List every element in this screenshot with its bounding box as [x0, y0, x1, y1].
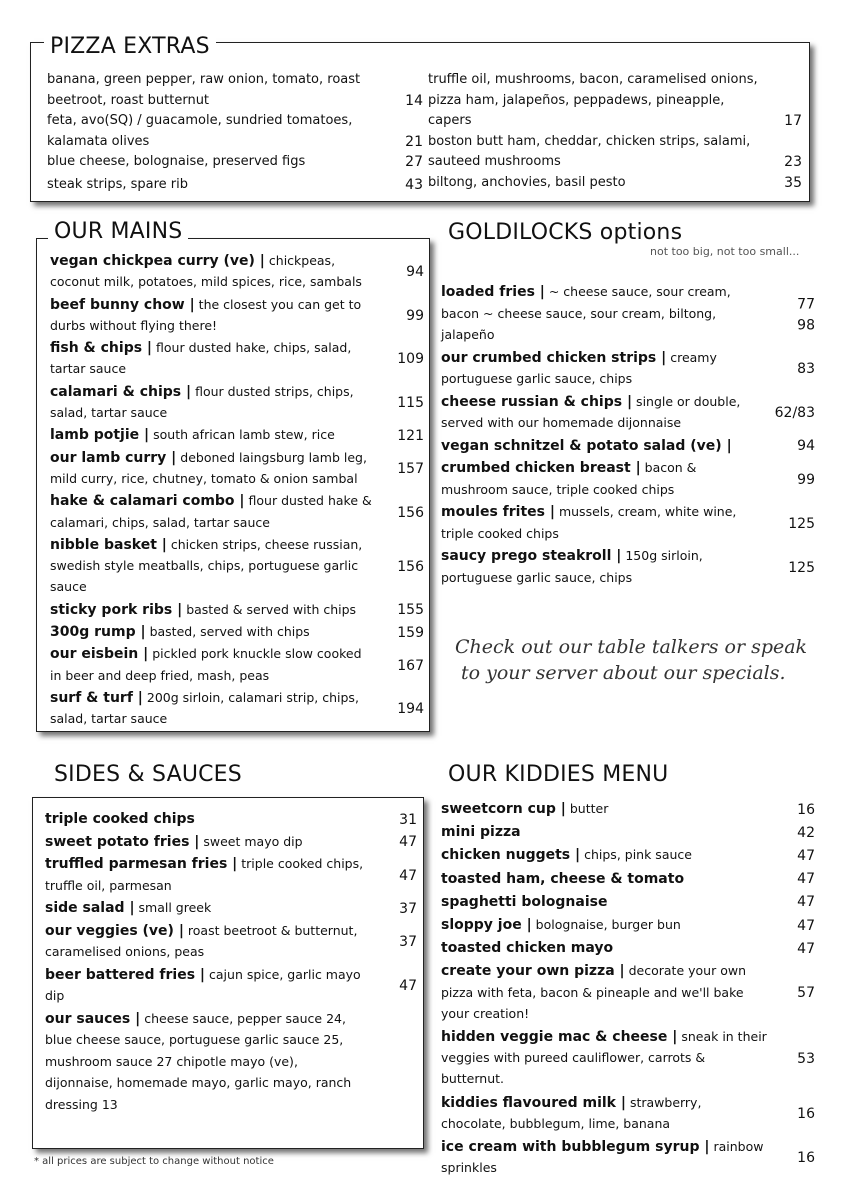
goldilocks-list: [441, 281, 815, 589]
menu-item: [441, 960, 815, 1024]
menu-item-desc: the closest you can get to durbs without flying there!: [50, 296, 362, 333]
menu-item: [50, 337, 424, 380]
specials-note: [455, 634, 807, 686]
menu-item-desc: flour dusted hake & calamari, chips, salad, tartar sauce: [50, 493, 372, 530]
menu-item-text: [441, 391, 765, 434]
menu-item-name: calamari & chips |: [50, 383, 192, 400]
menu-item: [441, 937, 815, 958]
menu-item-name: our eisbein |: [50, 646, 149, 663]
menu-item-name: sweetcorn cup |: [441, 801, 566, 817]
menu-item-desc: south african lamb stew, rice: [149, 427, 335, 443]
menu-item-price: 16: [797, 1105, 815, 1122]
extras-row: [428, 132, 802, 173]
menu-item: [45, 897, 417, 919]
menu-item-desc: chips, pink sauce: [580, 847, 692, 863]
menu-item-desc: chicken strips, cheese russian, swedish style meatballs, chips, portuguese garlic sauce: [50, 536, 363, 595]
menu-item: [441, 798, 815, 819]
extras-price: 17: [784, 113, 802, 129]
menu-item-price: 109: [397, 351, 424, 368]
sides-title: SIDES & SAUCES: [48, 762, 248, 788]
menu-item-price: 31: [399, 811, 417, 828]
menu-item-price: 194: [397, 701, 424, 718]
menu-item: [50, 381, 424, 424]
menu-item-name: create your own pizza |: [441, 963, 625, 980]
menu-item-name: 300g rump |: [50, 624, 146, 641]
menu-item: [45, 808, 417, 830]
menu-item: [50, 534, 424, 598]
kiddies-title: OUR KIDDIES MENU: [442, 762, 674, 788]
extras-row: [47, 175, 423, 196]
extras-text: boston butt ham, cheddar, chicken strips, salami,: [428, 133, 751, 149]
menu-item-name: vegan schnitzel & potato salad (ve) |: [441, 437, 732, 454]
menu-item-price: 62/83: [774, 404, 815, 421]
menu-item-text: [441, 891, 769, 912]
menu-item-text: [50, 621, 374, 642]
menu-item-text: [50, 534, 374, 598]
menu-item-price: 167: [397, 657, 424, 674]
menu-item-text: [441, 844, 769, 865]
menu-item-name: chicken nuggets |: [441, 847, 581, 864]
menu-item: [50, 490, 424, 533]
menu-item: [441, 501, 815, 544]
menu-item-name: side salad |: [45, 900, 135, 916]
menu-item-text: [441, 798, 769, 819]
menu-item-price: 157: [397, 460, 424, 477]
extras-price: 14: [405, 92, 423, 109]
extras-row: [428, 173, 802, 194]
menu-item-name: lamb potjie |: [50, 427, 150, 444]
pizza-extras-title: PIZZA EXTRAS: [44, 34, 216, 60]
menu-item-name: triple cooked chips: [45, 811, 195, 827]
menu-item-text: [45, 920, 369, 963]
menu-item-price: 47: [797, 847, 815, 864]
extras-row: [47, 111, 423, 152]
menu-item-price: 115: [397, 394, 424, 411]
menu-item-price: 37: [399, 933, 417, 950]
menu-item-name: toasted chicken mayo: [441, 940, 614, 957]
menu-item: [50, 687, 424, 730]
menu-item-text: [50, 294, 374, 337]
menu-item: [50, 250, 424, 293]
menu-item: [441, 821, 815, 842]
menu-item-price: 159: [397, 624, 424, 641]
menu-item-desc: strawberry, chocolate, bubblegum, lime, banana: [441, 1094, 702, 1131]
menu-item: [441, 844, 815, 865]
menu-item-name: nibble basket |: [50, 536, 167, 553]
menu-item-price: 47: [399, 834, 417, 851]
menu-item-name: our sauces |: [45, 1010, 141, 1027]
menu-item-name: cheese russian & chips |: [441, 393, 633, 410]
menu-item-desc: decorate your own pizza with feta, bacon & pineaple and we'll bake your creation!: [441, 963, 746, 1021]
extras-price: 23: [784, 154, 802, 170]
menu-item-price: 16: [797, 1150, 815, 1167]
menu-item-name: beef bunny chow |: [50, 296, 195, 313]
menu-item-name: mini pizza: [441, 824, 521, 841]
extras-row: [428, 70, 802, 132]
menu-item: [50, 643, 424, 686]
menu-item-price: 94: [797, 438, 815, 455]
menu-item-text: [50, 424, 374, 445]
menu-item-price: 47: [797, 940, 815, 957]
price-disclaimer: * all prices are subject to change without notice: [34, 1156, 274, 1167]
extras-text: blue cheese, bolognaise, preserved figs: [47, 154, 306, 169]
menu-item-text: [441, 1136, 769, 1178]
menu-item-desc: sneak in their veggies with pureed cauliflower, carrots & butternut.: [441, 1029, 767, 1087]
menu-item-price: 42: [797, 824, 815, 841]
kiddies-list: [441, 798, 815, 1180]
menu-item-desc: ~ cheese sauce, sour cream, bacon ~ cheese sauce, sour cream, biltong, jalapeño: [441, 284, 731, 342]
menu-item: [441, 545, 815, 588]
menu-item-name: surf & turf |: [50, 689, 143, 706]
menu-item-name: ice cream with bubblegum syrup |: [441, 1139, 710, 1156]
menu-item: [50, 447, 424, 490]
menu-item-name: moules frites |: [441, 504, 555, 520]
menu-item: [45, 831, 417, 853]
menu-item: [441, 281, 815, 346]
menu-item-price: 47: [399, 867, 417, 884]
menu-item-desc: triple cooked chips, truffle oil, parmesan: [45, 856, 364, 893]
menu-item-name: loaded fries |: [441, 284, 545, 300]
menu-item-desc: chickpeas, coconut milk, potatoes, mild spices, rice, sambals: [50, 253, 362, 290]
menu-item-text: [45, 897, 369, 919]
menu-item: [441, 891, 815, 912]
menu-item-text: [45, 831, 369, 853]
menu-item-text: [50, 337, 374, 380]
extras-row: [47, 152, 423, 173]
menu-item-name: our lamb curry |: [50, 449, 177, 466]
menu-item-desc: cheese sauce, pepper sauce 24, blue cheese sauce, portuguese garlic sauce 25, mushroom sauce 27 chipotle mayo (ve), dijonnaise, homemade mayo, garlic mayo, ranch dressing 13: [45, 1010, 352, 1112]
menu-item-text: [441, 960, 769, 1024]
menu-item-desc: cajun spice, garlic mayo dip: [45, 966, 361, 1003]
goldilocks-title-suffix: options: [599, 220, 683, 245]
menu-item-name: sweet potato fries |: [45, 833, 200, 850]
sides-list: [45, 808, 417, 1116]
mains-title: OUR MAINS: [48, 219, 188, 245]
menu-item: [45, 853, 417, 896]
extras-text: truffle oil, mushrooms, bacon, caramelised onions,: [428, 72, 758, 87]
extras-text: banana, green pepper, raw onion, tomato, roast: [47, 72, 361, 87]
menu-item: [441, 457, 815, 500]
menu-item-text: [45, 1008, 369, 1116]
extras-text: pizza ham, jalapeños, peppadews, pineapple, capers: [428, 92, 725, 128]
menu-item: [441, 1092, 815, 1134]
menu-item-price: 47: [797, 871, 815, 888]
menu-item-text: [45, 853, 369, 896]
menu-item-name: sticky pork ribs |: [50, 601, 183, 618]
menu-item-text: [441, 937, 769, 958]
menu-item-text: [441, 821, 769, 842]
menu-item-desc: deboned laingsburg lamb leg, mild curry, rice, chutney, tomato & onion sambal: [50, 449, 367, 486]
menu-item-text: [441, 1026, 769, 1090]
menu-item-price: 156: [397, 558, 424, 575]
menu-item-name: fish & chips |: [50, 340, 153, 357]
menu-item-price: 125: [788, 559, 815, 576]
menu-item-desc: mussels, cream, white wine, triple cooked chips: [441, 504, 737, 541]
menu-item-price: 156: [397, 504, 424, 521]
menu-item-name: spaghetti bolognaise: [441, 893, 608, 910]
goldilocks-title-main: GOLDILOCKS: [448, 220, 593, 245]
menu-item: [50, 621, 424, 642]
menu-item-desc: butter: [565, 801, 609, 816]
menu-item-name: saucy prego steakroll |: [441, 548, 622, 564]
goldilocks-subtitle: not too big, not too small...: [650, 245, 800, 258]
menu-item-text: [441, 457, 765, 500]
goldilocks-title: [442, 220, 688, 246]
menu-item-name: truffled parmesan fries |: [45, 856, 238, 872]
menu-item-text: [50, 687, 374, 730]
menu-item-desc: creamy portuguese garlic sauce, chips: [441, 349, 717, 386]
menu-item-desc: roast beetroot & butternut, caramelised onions, peas: [45, 922, 358, 959]
extras-row: [47, 70, 423, 111]
menu-item: [50, 294, 424, 337]
menu-item-text: [50, 643, 374, 686]
menu-item-name: vegan chickpea curry (ve) |: [50, 253, 265, 269]
mains-list: [50, 250, 424, 731]
menu-item: [50, 424, 424, 445]
menu-item: [45, 964, 417, 1007]
extras-text: biltong, anchovies, basil pesto: [428, 174, 626, 190]
menu-item: [45, 1008, 417, 1116]
menu-item-price: 37: [399, 900, 417, 917]
menu-item-desc: pickled pork knuckle slow cooked in beer and deep fried, mash, peas: [50, 646, 362, 683]
menu-item-name: sloppy joe |: [441, 917, 532, 934]
menu-item-price: 94: [406, 264, 424, 281]
menu-item-price: 47: [797, 894, 815, 911]
menu-item-price: 99: [797, 471, 815, 488]
menu-item-desc: rainbow sprinkles: [441, 1139, 764, 1176]
menu-item-text: [50, 490, 374, 533]
menu-item-desc: 200g sirloin, calamari strip, chips, salad, tartar sauce: [50, 689, 359, 727]
extras-text: steak strips, spare rib: [47, 176, 189, 192]
menu-item-desc: single or double, served with our homemade dijonnaise: [441, 393, 741, 430]
menu-item-text: [50, 381, 374, 424]
menu-item-text: [441, 545, 765, 588]
extras-text: feta, avo(SQ) / guacamole, sundried tomatoes,: [47, 113, 353, 128]
pizza-extras-right: [428, 70, 802, 193]
menu-item-name: our veggies (ve) |: [45, 922, 184, 939]
menu-item-name: hidden veggie mac & cheese |: [441, 1029, 678, 1046]
menu-item: [50, 599, 424, 620]
menu-item-price: 155: [397, 602, 424, 619]
menu-item-desc: sweet mayo dip: [199, 833, 303, 849]
menu-item-name: our crumbed chicken strips |: [441, 349, 667, 366]
menu-item-desc: flour dusted hake, chips, salad, tartar sauce: [50, 340, 352, 377]
menu-item-desc: small greek: [134, 900, 212, 915]
extras-text: beetroot, roast butternut: [47, 92, 210, 108]
menu-item: [441, 1026, 815, 1090]
menu-item: [441, 1136, 815, 1178]
menu-item-price: 121: [397, 427, 424, 444]
menu-item-desc: basted & served with chips: [182, 601, 357, 617]
pizza-extras-left: [47, 70, 423, 195]
menu-item-price: 125: [788, 515, 815, 532]
menu-item-text: [441, 435, 765, 457]
menu-item-text: [50, 250, 374, 293]
menu-item-text: [441, 914, 769, 935]
menu-item: [441, 435, 815, 457]
extras-price: 35: [784, 174, 802, 191]
menu-item: [441, 347, 815, 390]
menu-item-text: [45, 808, 369, 830]
extras-price: 27: [405, 154, 423, 170]
menu-item-price: 16: [797, 801, 815, 818]
menu-item-text: [45, 964, 369, 1007]
menu-item-text: [50, 599, 374, 620]
specials-note-line-2: to your server about our specials.: [461, 662, 786, 684]
menu-item-name: beer battered fries |: [45, 966, 206, 983]
menu-item-text: [50, 447, 374, 490]
menu-item-name: hake & calamari combo |: [50, 493, 245, 510]
menu-item-desc: basted, served with chips: [145, 624, 310, 640]
menu-item-price: 99: [406, 307, 424, 324]
menu-item: [441, 391, 815, 434]
menu-item: [441, 914, 815, 935]
menu-item-desc: flour dusted strips, chips, salad, tartar sauce: [50, 383, 354, 421]
menu-item-name: kiddies flavoured milk |: [441, 1094, 626, 1111]
menu-item-desc: bacon & mushroom sauce, triple cooked chips: [441, 460, 697, 497]
menu-item-price: 47: [797, 917, 815, 934]
menu-item-desc: bolognaise, burger bun: [531, 917, 681, 933]
menu-item-text: [441, 501, 765, 544]
menu-item-text: [441, 347, 765, 390]
menu-item-name: crumbed chicken breast |: [441, 460, 641, 476]
menu-item-price: 53: [797, 1050, 815, 1067]
menu-item: [441, 868, 815, 889]
menu-item-desc: 150g sirloin, portuguese garlic sauce, chips: [441, 548, 703, 585]
menu-item-price: 77 98: [797, 296, 815, 334]
menu-item-name: toasted ham, cheese & tomato: [441, 870, 685, 887]
extras-price: 43: [405, 176, 423, 193]
menu-item-text: [441, 1092, 769, 1134]
extras-text: sauteed mushrooms: [428, 154, 561, 169]
menu-item-price: 57: [797, 985, 815, 1002]
extras-price: 21: [405, 133, 423, 150]
specials-note-line-1: Check out our table talkers or speak: [455, 636, 808, 658]
extras-text: kalamata olives: [47, 133, 150, 149]
menu-item-price: 47: [399, 977, 417, 994]
menu-item-text: [441, 281, 765, 346]
menu-item: [45, 920, 417, 963]
menu-item-text: [441, 868, 769, 889]
menu-item-price: 83: [797, 360, 815, 377]
